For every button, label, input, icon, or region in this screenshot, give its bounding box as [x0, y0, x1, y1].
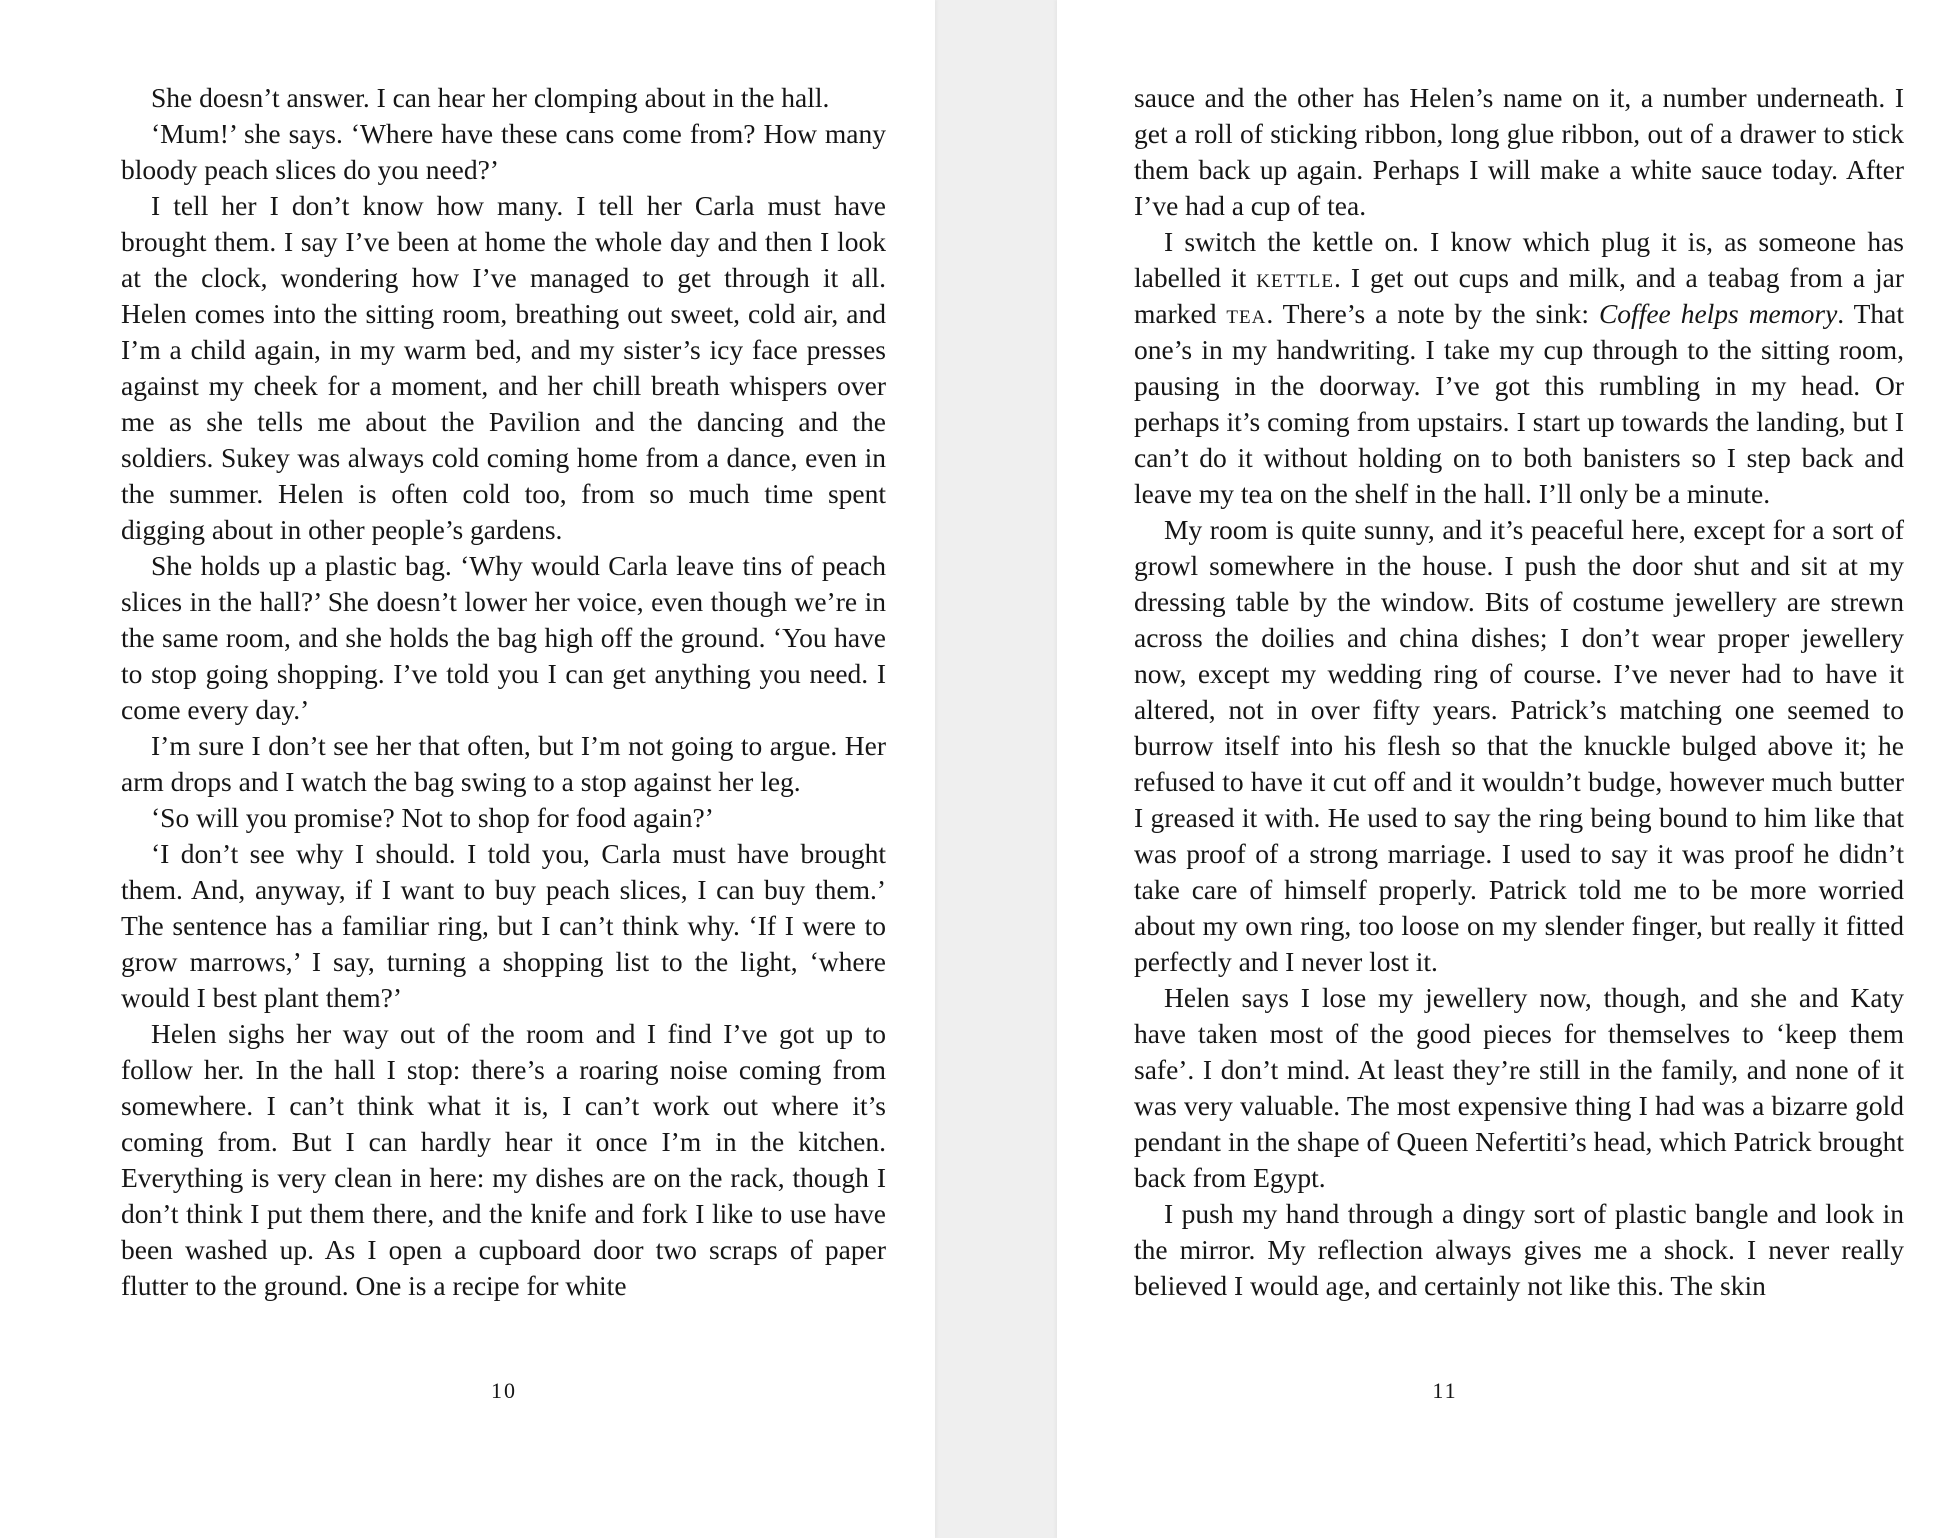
paragraph-text: . There’s a note by the sink:	[1266, 298, 1599, 329]
paragraph-text: . That one’s in my handwriting. I take my cup through to the sitting room, pausing in the doorway. I’ve got this rumbling in my head. Or perhaps it’s coming from upstairs. I start up towards the landing, but I can’t do it without holding on to both banisters so I step back and leave my tea on the shelf in the hall. I’ll only be a minute.	[1134, 298, 1905, 509]
paragraph: She holds up a plastic bag. ‘Why would Carla leave tins of peach slices in the hall?’ She doesn’t lower her voice, even though we’re in the same room, and she holds the bag high off the ground. ‘You have to stop going shopping. I’ve told you I can get anything you need. I come every day.’	[121, 550, 886, 725]
left-page-text	[121, 80, 886, 1304]
right-page	[1057, 0, 1956, 1538]
paragraph: She doesn’t answer. I can hear her clomping about in the hall.	[151, 82, 830, 113]
paragraph: sauce and the other has Helen’s name on it, a number underneath. I get a roll of sticking ribbon, long glue ribbon, out of a drawer to stick them back up again. Perhaps I will make a white sauce today. After I’ve had a cup of tea.	[1134, 82, 1904, 221]
paragraph-text: . I get out cups and milk, and a teabag from a jar marked	[1134, 262, 1904, 329]
paragraph: ‘I don’t see why I should. I told you, Carla must have brought them. And, anyway, if I want to buy peach slices, I can buy them.’ The sentence has a familiar ring, but I can’t think why. ‘If I were to grow marrows,’ I say, turning a shopping list to the light, ‘where would I best plant them?’	[121, 838, 886, 1013]
paragraph: I’m sure I don’t see her that often, but I’m not going to argue. Her arm drops and I watch the bag swing to a stop against her leg.	[121, 730, 886, 797]
paragraph	[1134, 224, 1904, 512]
paragraph: Helen says I lose my jewellery now, though, and she and Katy have taken most of the good pieces for themselves to ‘keep them safe’. I don’t mind. At least they’re still in the family, and none of it was very valuable. The most expensive thing I had was a bizarre gold pendant in the shape of Queen Nefertiti’s head, which Patrick brought back from Egypt.	[1134, 982, 1904, 1193]
paragraph: I tell her I don’t know how many. I tell her Carla must have brought them. I say I’ve been at home the whole day and then I look at the clock, wondering how I’ve managed to get through it all. Helen comes into the sitting room, breathing out sweet, cold air, and I’m a child again, in my warm bed, and my sister’s icy face presses against my cheek for a moment, and her chill breath whispers over me as she tells me about the Pavilion and the dancing and the soldiers. Sukey was always cold coming home from a dance, even in the summer. Helen is often cold too, from so much time spent digging about in other people’s gardens.	[121, 190, 886, 545]
paragraph: Helen sighs her way out of the room and I find I’ve got up to follow her. In the hall I stop: there’s a roaring noise coming from somewhere. I can’t think what it is, I can’t work out where it’s coming from. But I can hardly hear it once I’m in the kitchen. Everything is very clean in here: my dishes are on the rack, though I don’t think I put them there, and the knife and fork I like to use have been washed up. As I open a cupboard door two scraps of paper flutter to the ground. One is a recipe for white	[121, 1018, 886, 1301]
sink-note: Coffee helps memory	[1598, 298, 1838, 329]
page-number: 10	[491, 1378, 517, 1403]
paragraph: ‘Mum!’ she says. ‘Where have these cans come from? How many bloody peach slices do you need?’	[121, 118, 886, 185]
kettle-label: kettle	[1256, 262, 1334, 293]
right-page-text	[1134, 80, 1904, 1304]
paragraph: ‘So will you promise? Not to shop for food again?’	[151, 802, 714, 833]
paragraph-text: I switch the kettle on. I know which plug it is, as someone has labelled it	[1134, 226, 1904, 293]
page-number: 11	[1432, 1378, 1458, 1403]
tea-label: tea	[1226, 298, 1267, 329]
left-page	[0, 0, 935, 1538]
paragraph: I push my hand through a dingy sort of plastic bangle and look in the mirror. My reflection always gives me a shock. I never really believed I would age, and certainly not like this. The skin	[1134, 1198, 1904, 1301]
paragraph: My room is quite sunny, and it’s peaceful here, except for a sort of growl somewhere in the house. I push the door shut and sit at my dressing table by the window. Bits of costume jewellery are strewn across the doilies and china dishes; I don’t wear proper jewellery now, except my wedding ring of course. I’ve never had to have it altered, not in over fifty years. Patrick’s matching one seemed to burrow itself into his flesh so that the knuckle bulged above it; he refused to have it cut off and it wouldn’t budge, however much butter I greased it with. He used to say the ring being bound to him like that was proof of a strong marriage. I used to say it was proof he didn’t take care of himself properly. Patrick told me to be more worried about my own ring, too loose on my slender finger, but really it fitted perfectly and I never lost it.	[1134, 514, 1904, 977]
